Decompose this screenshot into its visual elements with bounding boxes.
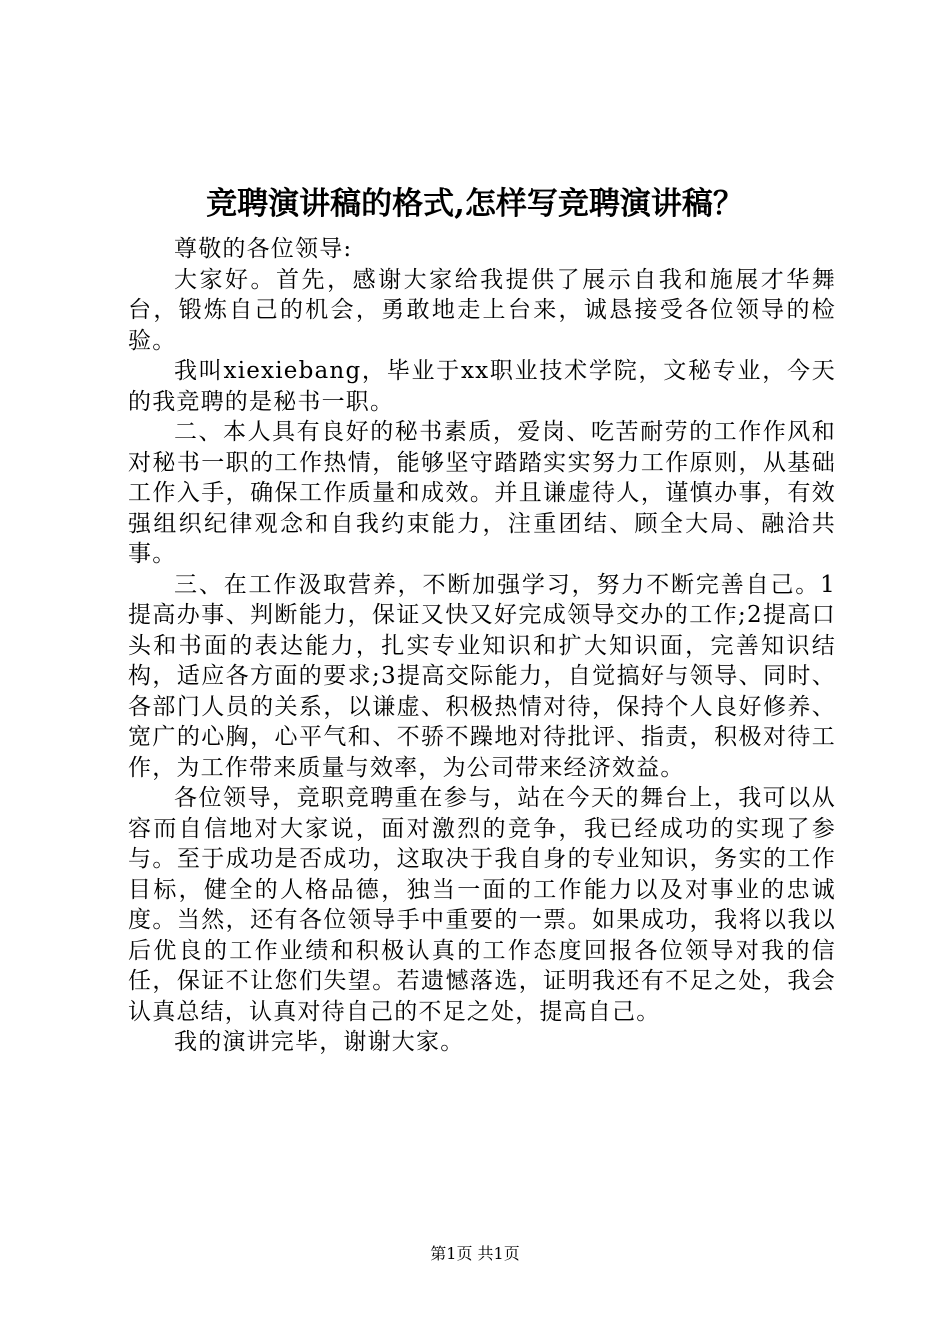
document-body	[128, 234, 836, 1058]
salutation-paragraph: 尊敬的各位领导:	[174, 236, 353, 262]
greeting-paragraph: 大家好。首先，感谢大家给我提供了展示自我和施展才华舞台，锻炼自己的机会，勇敢地走上台来，诚恳接受各位领导的检验。	[128, 266, 836, 354]
page-footer: 第1页 共1页	[430, 1244, 520, 1263]
closing-paragraph: 各位领导，竞职竞聘重在参与，站在今天的舞台上，我可以从容而自信地对大家说，面对激烈的竞争，我已经成功的实现了参与。至于成功是否成功，这取决于我自身的专业知识，务实的工作目标，健全的人格品德，独当一面的工作能力以及对事业的忠诚度。当然，还有各位领导手中重要的一票。如果成功，我将以我以后优良的工作业绩和积极认真的工作态度回报各位领导对我的信任，保证不让您们失望。若遗憾落选，证明我还有不足之处，我会认真总结，认真对待自己的不足之处，提高自己。	[128, 785, 836, 1025]
qualities-paragraph: 二、本人具有良好的秘书素质，爱岗、吃苦耐劳的工作作风和对秘书一职的工作热情，能够坚守踏踏实实努力工作原则，从基础工作入手，确保工作质量和成效。并且谦虚待人，谨慎办事，有效强组织纪律观念和自我约束能力，注重团结、顾全大局、融洽共事。	[128, 419, 836, 567]
improvement-paragraph: 三、在工作汲取营养，不断加强学习，努力不断完善自己。1提高办事、判断能力，保证又快又好完成领导交办的工作;2提高口头和书面的表达能力，扎实专业知识和扩大知识面，完善知识结构，适应各方面的要求;3提高交际能力，自觉搞好与领导、同时、各部门人员的关系，以谦虚、积极热情对待，保持个人良好修养、宽广的心胸，心平气和、不骄不躁地对待批评、指责，积极对待工作，为工作带来质量与效率，为公司带来经济效益。	[128, 571, 836, 781]
introduction-paragraph: 我叫xiexiebang，毕业于xx职业技术学院，文秘专业，今天的我竞聘的是秘书一职。	[128, 358, 836, 415]
document-title: 竞聘演讲稿的格式,怎样写竞聘演讲稿？	[206, 186, 744, 222]
thanks-paragraph: 我的演讲完毕，谢谢大家。	[174, 1029, 465, 1055]
